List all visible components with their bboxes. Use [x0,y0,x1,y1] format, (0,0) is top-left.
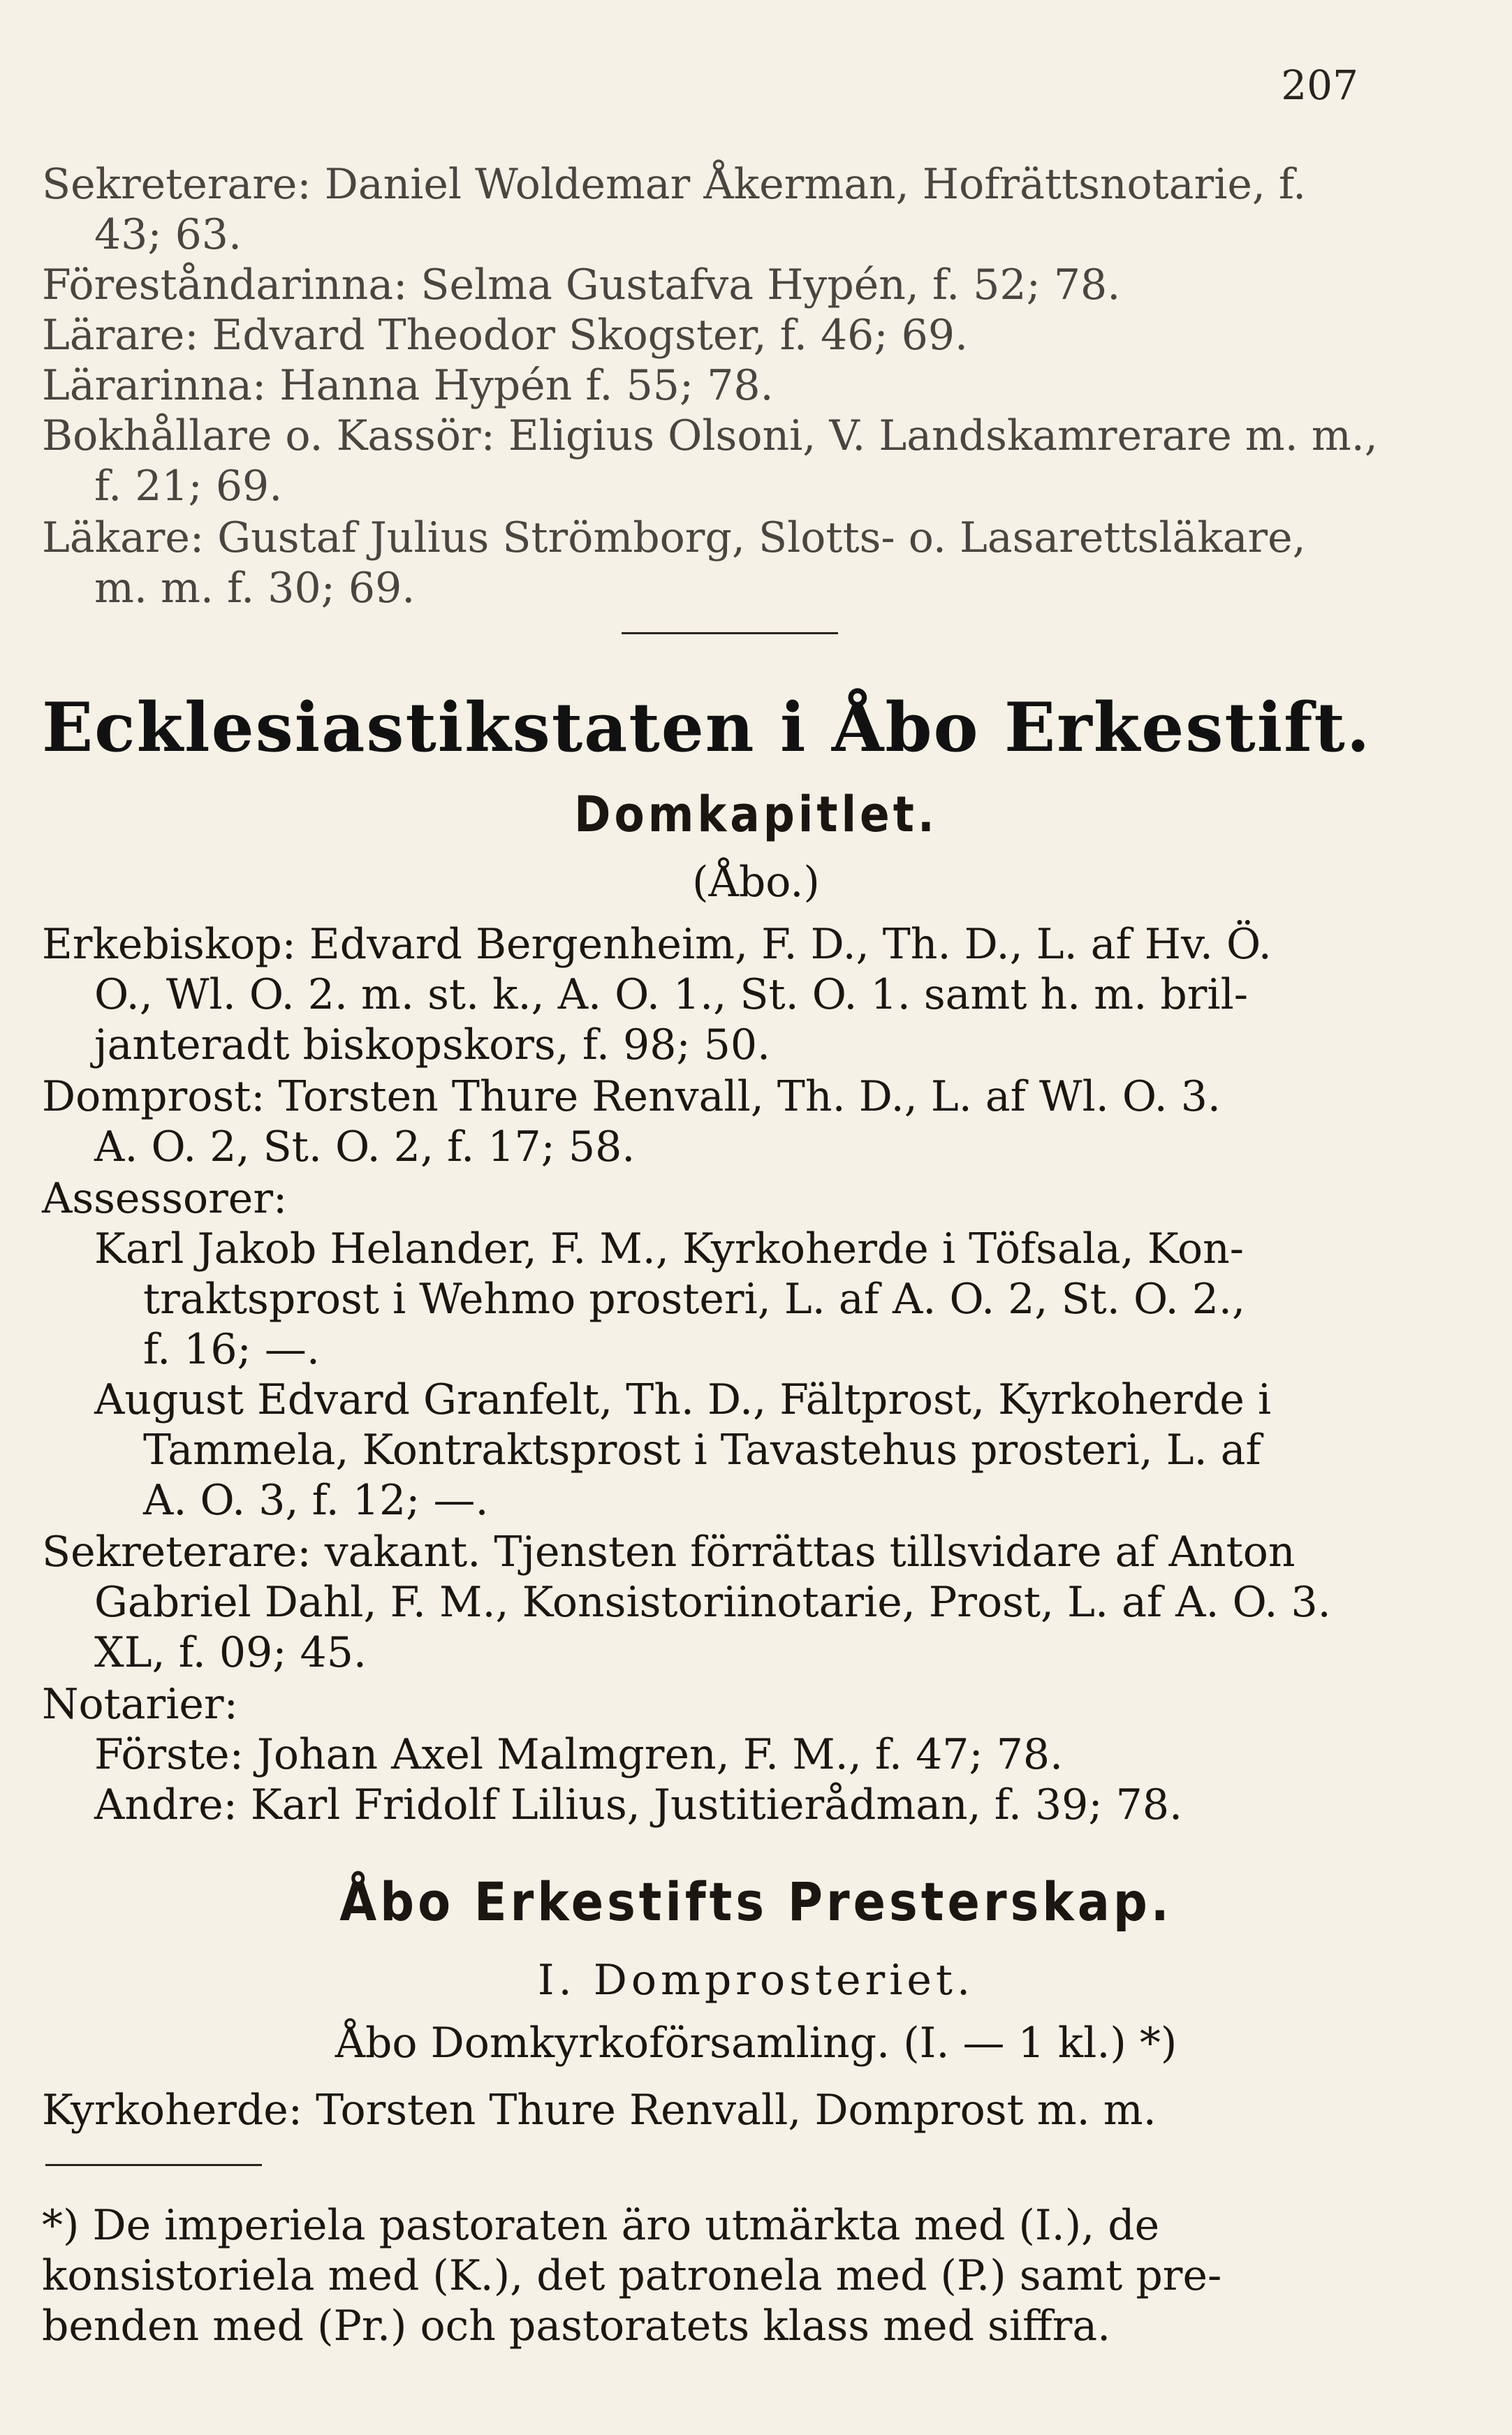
body-line: Sekreterare: vakant. Tjensten förrättas tillsvidare af Anton [42,1528,1296,1577]
footnote-line: konsistoriela med (K.), det patronela med (P.) samt pre- [42,2251,1222,2300]
body-line: Assessorer: [42,1174,288,1223]
body-line: Andre: Karl Fridolf Lilius, Justitierådman, f. 39; 78. [94,1780,1183,1829]
body-line: f. 16; —. [143,1325,320,1374]
footnote-line: benden med (Pr.) och pastoratets klass med siffra. [42,2302,1111,2350]
chapter-place: (Åbo.) [692,858,820,907]
body-line: A. O. 3, f. 12; —. [143,1476,489,1525]
section-divider [622,632,838,634]
body-line: Domprost: Torsten Thure Renvall, Th. D., L. af Wl. O. 3. [42,1072,1221,1121]
page-number: 207 [1281,61,1358,109]
body-line: Erkebiskop: Edvard Bergenheim, F. D., Th. D., L. af Hv. Ö. [42,920,1272,969]
intro-line: Sekreterare: Daniel Woldemar Åkerman, Hofrättsnotarie, f. [42,160,1307,209]
intro-line: Bokhållare o. Kassör: Eligius Olsoni, V. Landskamrerare m. m., [42,411,1378,460]
intro-line: Läkare: Gustaf Julius Strömborg, Slotts- o. Lasarettsläkare, [42,513,1306,562]
body-line: Karl Jakob Helander, F. M., Kyrkoherde i Töfsala, Kon- [94,1224,1245,1273]
subsection-title: I. Domprosteriet. [537,1956,975,2005]
intro-line: 43; 63. [94,210,242,259]
footnote-line: *) De imperiela pastoraten äro utmärkta med (I.), de [42,2201,1160,2250]
parish-line: Åbo Domkyrkoförsamling. (I. — 1 kl.) *) [335,2019,1177,2068]
body-line: August Edvard Granfelt, Th. D., Fältprost, Kyrkoherde i [94,1375,1272,1424]
chapter-title: Domkapitlet. [574,786,938,843]
body-line: O., Wl. O. 2. m. st. k., A. O. 1., St. O. 1. samt h. m. bril- [94,970,1249,1019]
footnote-divider [45,2164,262,2166]
intro-line: Föreståndarinna: Selma Gustafva Hypén, f. 52; 78. [42,261,1121,309]
section-title: Åbo Erkestifts Presterskap. [339,1871,1173,1933]
body-line: Tammela, Kontraktsprost i Tavastehus prosteri, L. af [143,1426,1261,1475]
body-line: XL, f. 09; 45. [94,1628,367,1677]
body-line: Förste: Johan Axel Malmgren, F. M., f. 47; 78. [94,1730,1064,1779]
body-line: A. O. 2, St. O. 2, f. 17; 58. [94,1123,636,1171]
body-line: janteradt biskopskors, f. 98; 50. [94,1021,771,1069]
main-title: Ecklesiastikstaten i Åbo Erkestift. [42,688,1372,767]
body-line: Notarier: [42,1680,238,1729]
intro-line: m. m. f. 30; 69. [94,564,416,613]
body-line: Gabriel Dahl, F. M., Konsistoriinotarie, Prost, L. af A. O. 3. [94,1578,1331,1627]
kyrkoherde-line: Kyrkoherde: Torsten Thure Renvall, Domprost m. m. [42,2086,1157,2135]
intro-line: f. 21; 69. [94,462,283,511]
intro-line: Lärarinna: Hanna Hypén f. 55; 78. [42,361,774,410]
intro-line: Lärare: Edvard Theodor Skogster, f. 46; 69. [42,311,969,360]
body-line: traktsprost i Wehmo prosteri, L. af A. O. 2, St. O. 2., [143,1275,1246,1324]
